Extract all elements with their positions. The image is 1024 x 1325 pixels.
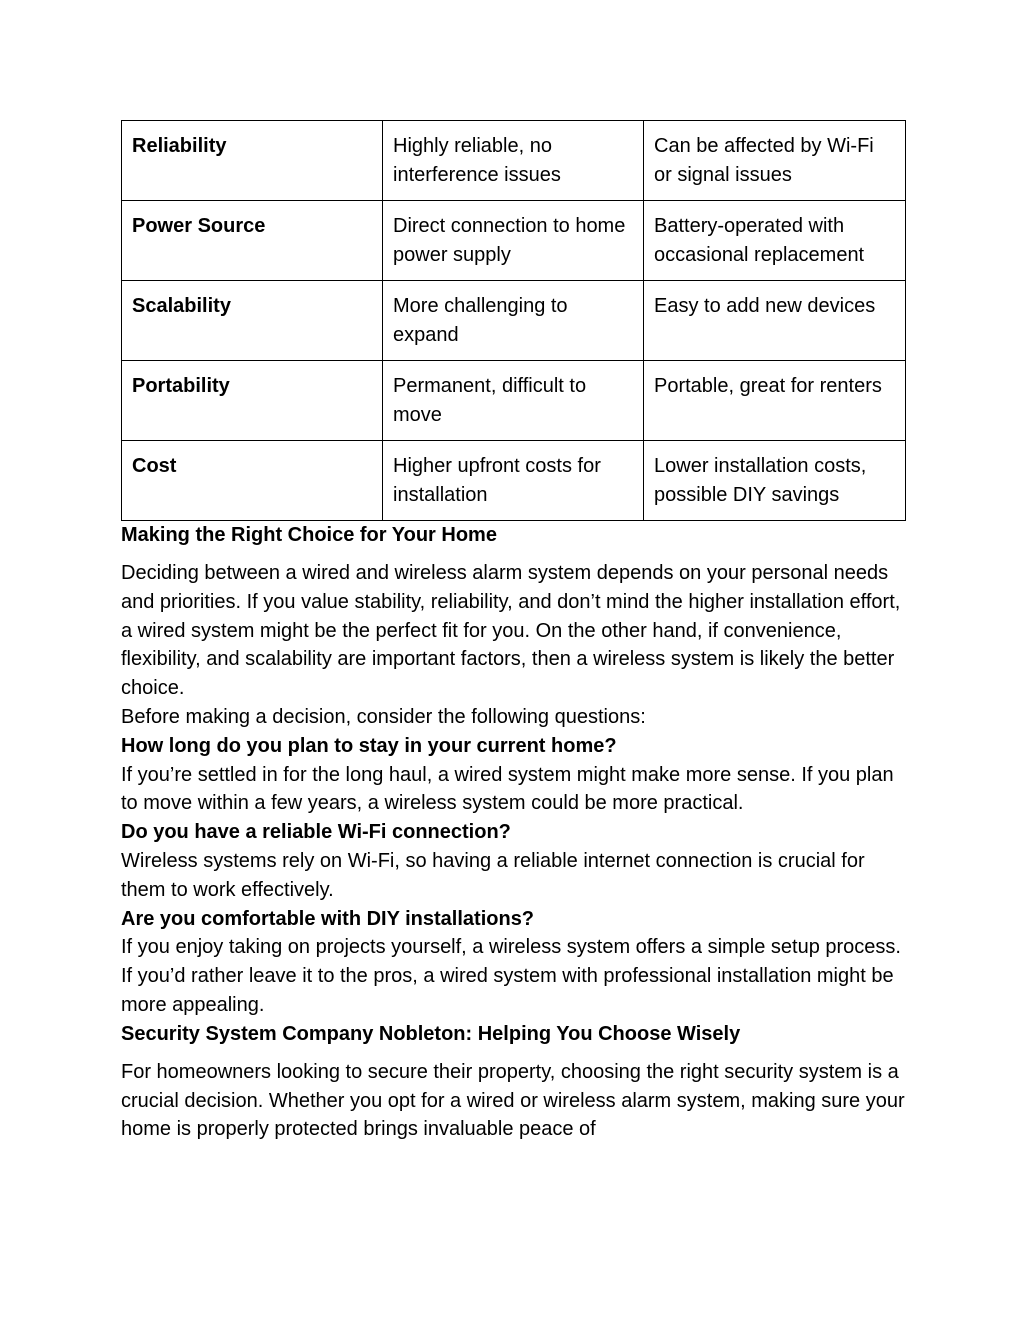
wired-cell: More challenging to expand xyxy=(383,281,644,361)
wireless-cell: Battery-operated with occasional replacement xyxy=(644,201,906,281)
wired-cell: Highly reliable, no interference issues xyxy=(383,121,644,201)
feature-cell: Power Source xyxy=(122,201,383,281)
intro-paragraph: Deciding between a wired and wireless alarm system depends on your personal needs and priorities. If you value stability, reliability, and don’t mind the higher installation effort, a wired system might be the perfect fit for you. On the other hand, if convenience, flexibility, and scalability are important factors, then a wireless system is likely the better choice. xyxy=(121,562,901,700)
section-body xyxy=(121,559,905,1020)
wired-cell: Higher upfront costs for installation xyxy=(383,441,644,521)
feature-cell: Portability xyxy=(122,361,383,441)
answer-paragraph: If you enjoy taking on projects yourself, a wireless system offers a simple setup process. If you’d rather leave it to the pros, a wired system with professional installation might be more appealing. xyxy=(121,936,901,1016)
table-row xyxy=(122,121,906,201)
table-row xyxy=(122,441,906,521)
table-row xyxy=(122,361,906,441)
feature-cell: Cost xyxy=(122,441,383,521)
comparison-table xyxy=(121,120,906,521)
question-heading: How long do you plan to stay in your current home? xyxy=(121,734,617,757)
wireless-cell: Easy to add new devices xyxy=(644,281,906,361)
answer-paragraph: If you’re settled in for the long haul, a wired system might make more sense. If you plan to move within a few years, a wireless system could be more practical. xyxy=(121,763,894,815)
answer-paragraph: Wireless systems rely on Wi-Fi, so having a reliable internet connection is crucial for them to work effectively. xyxy=(121,849,865,901)
section-heading: Making the Right Choice for Your Home xyxy=(121,524,497,546)
wired-cell: Direct connection to home power supply xyxy=(383,201,644,281)
section-heading: Security System Company Nobleton: Helping You Choose Wisely xyxy=(121,1022,741,1045)
lead-paragraph: Before making a decision, consider the following questions: xyxy=(121,705,646,728)
wireless-cell: Lower installation costs, possible DIY savings xyxy=(644,441,906,521)
question-heading: Do you have a reliable Wi-Fi connection? xyxy=(121,821,511,844)
table-row xyxy=(122,201,906,281)
question-heading: Are you comfortable with DIY installations? xyxy=(121,907,535,930)
wireless-cell: Can be affected by Wi-Fi or signal issues xyxy=(644,121,906,201)
document-page xyxy=(121,120,905,1144)
wireless-cell: Portable, great for renters xyxy=(644,361,906,441)
body-paragraph: For homeowners looking to secure their property, choosing the right security system is a crucial decision. Whether you opt for a wired or wireless alarm system, making sure your home is properly protected brings invaluable peace of xyxy=(121,1060,905,1141)
table-row xyxy=(122,281,906,361)
feature-cell: Reliability xyxy=(122,121,383,201)
feature-cell: Scalability xyxy=(122,281,383,361)
section-body xyxy=(121,1058,905,1144)
wired-cell: Permanent, difficult to move xyxy=(383,361,644,441)
